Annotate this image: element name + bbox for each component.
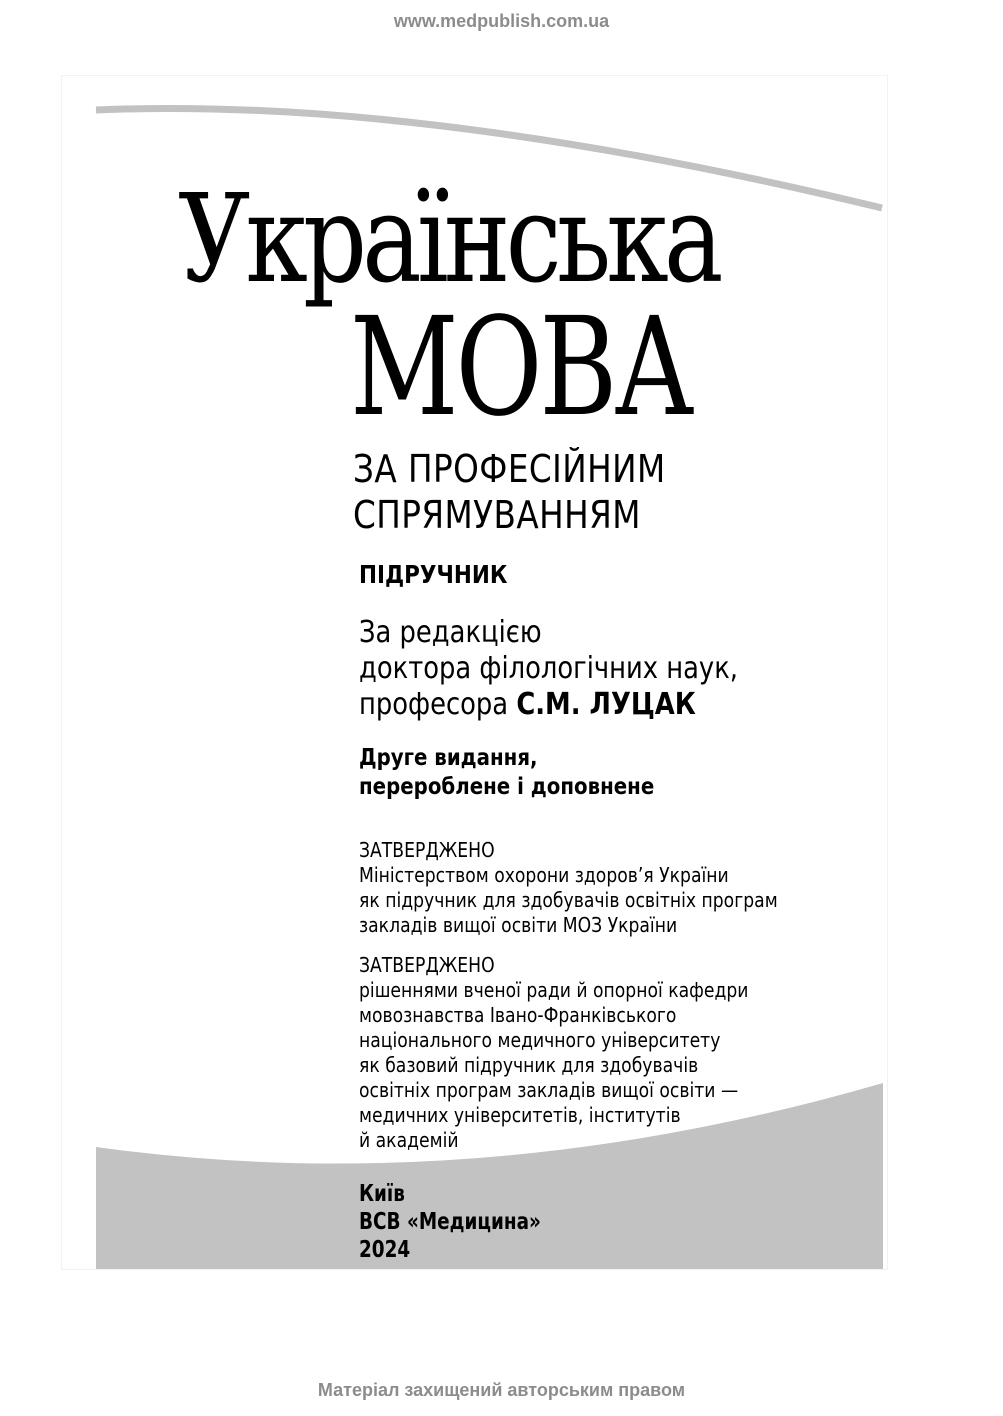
edition-line-2: перероблене і доповнене bbox=[359, 774, 655, 800]
title-mova: МОВА bbox=[350, 289, 692, 447]
imprint-year: 2024 bbox=[359, 1237, 411, 1263]
imprint-publisher: ВСВ «Медицина» bbox=[359, 1209, 541, 1235]
approval-line: закладів вищої освіти МОЗ України bbox=[359, 913, 678, 937]
imprint-city: Київ bbox=[359, 1181, 405, 1207]
approval-heading: ЗАТВЕРДЖЕНО bbox=[359, 953, 495, 977]
editor-title: професора bbox=[359, 687, 517, 722]
book-type-label: ПІДРУЧНИК bbox=[359, 560, 508, 589]
approval-block-moh bbox=[359, 838, 778, 938]
approval-heading: ЗАТВЕРДЖЕНО bbox=[359, 838, 495, 862]
editor-line-2: доктора філологічних наук, bbox=[359, 651, 738, 686]
approval-line: як базовий підручник для здобувачів bbox=[359, 1053, 699, 1077]
title-ukrainska: Українська bbox=[178, 168, 719, 310]
approval-line: національного медичного університету bbox=[359, 1028, 721, 1052]
approval-line: Міністерством охорони здоров’я України bbox=[359, 863, 729, 887]
approval-line: мовознавства Івано-Франківського bbox=[359, 1003, 677, 1027]
imprint-block bbox=[359, 1180, 541, 1264]
subtitle-line-1: ЗА ПРОФЕСІЙНИМ bbox=[353, 447, 666, 491]
watermark-copyright: Матеріал захищений авторським правом bbox=[317, 1380, 686, 1400]
approval-line: рішеннями вченої ради й опорної кафедри bbox=[359, 978, 749, 1002]
editor-name: С.М. ЛУЦАК bbox=[516, 687, 696, 722]
subtitle bbox=[353, 446, 666, 538]
approval-line: освітніх програм закладів вищої освіти — bbox=[359, 1078, 739, 1102]
editor-line-1: За редакцією bbox=[359, 615, 542, 650]
approval-line: й академій bbox=[359, 1128, 459, 1152]
editor-line-3 bbox=[359, 687, 738, 723]
approval-line: медичних університетів, інститутів bbox=[359, 1103, 681, 1127]
edition-line-1: Друге видання, bbox=[359, 745, 538, 771]
approval-line: як підручник для здобувачів освітніх програм bbox=[359, 888, 778, 912]
approval-block-university bbox=[359, 953, 748, 1153]
subtitle-line-2: СПРЯМУВАННЯМ bbox=[353, 493, 641, 537]
editor-block bbox=[359, 615, 738, 723]
watermark-url: www.medpublish.com.ua bbox=[393, 11, 610, 31]
edition-block bbox=[359, 744, 654, 802]
